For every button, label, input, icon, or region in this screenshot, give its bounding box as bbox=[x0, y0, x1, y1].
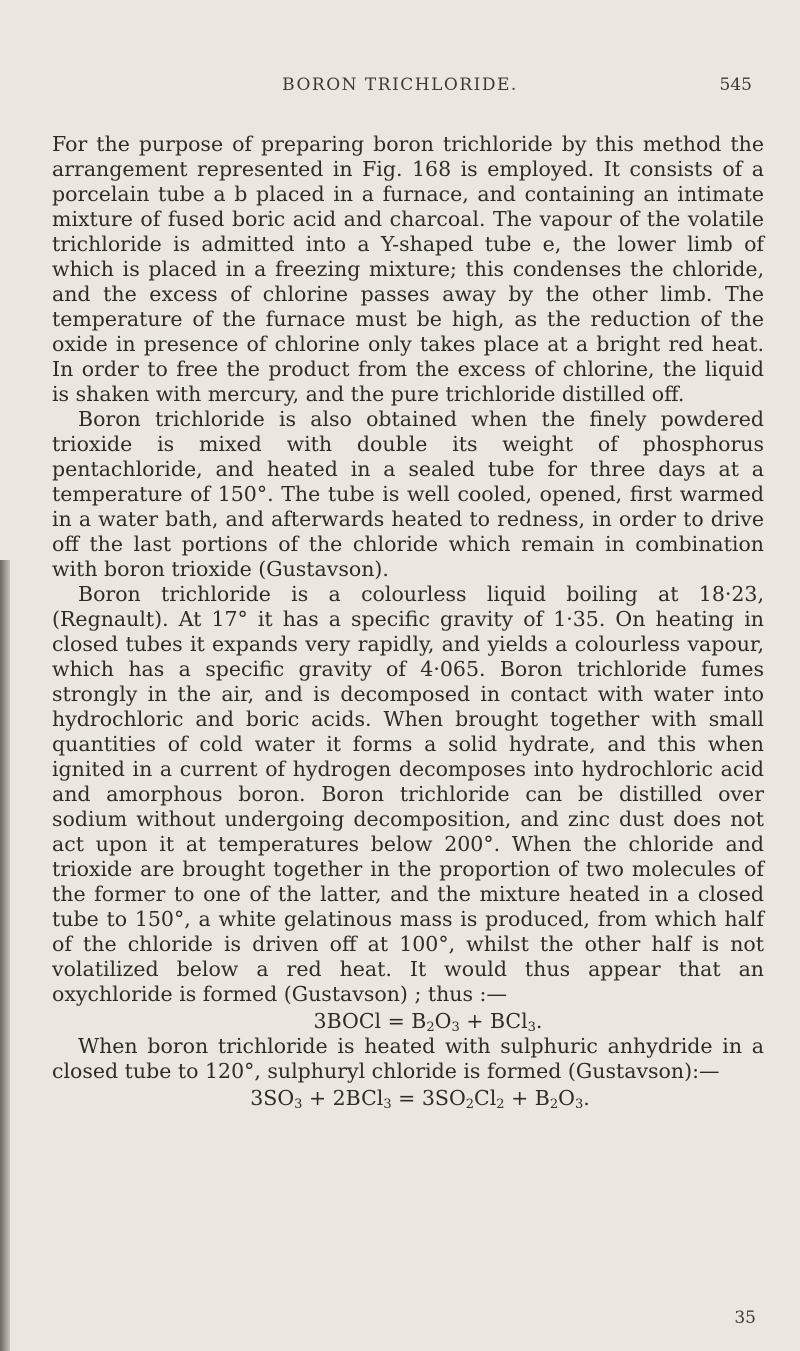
binding-shadow bbox=[0, 560, 10, 1351]
page-number: 545 bbox=[719, 75, 752, 95]
paragraph-preparation: For the purpose of preparing boron trichloride by this method the arrangement represented in Fig. 168 is employed. It consists of a porcelain tube a b placed in a furnace, and containing an intimate mixture of fused boric acid and charcoal. The vapour of the volatile trichloride is admitted into a Y-shaped tube e, the lower limb of which is placed in a freezing mixture; this condenses the chloride, and the excess of chlorine passes away by the other limb. The temperature of the furnace must be high, as the reduction of the oxide in presence of chlorine only takes place at a bright red heat. In order to free the product from the excess of chlorine, the liquid is shaken with mercury, and the pure trichloride distilled off. bbox=[52, 132, 764, 406]
running-head: BORON TRICHLORIDE. bbox=[282, 75, 518, 95]
body-text bbox=[52, 132, 764, 1111]
paragraph-properties: Boron trichloride is a colourless liquid boiling at 18·23, (Regnault). At 17° it has a specific gravity of 1·35. On heating in closed tubes it expands very rapidly, and yields a colourless vapour, which has a specific gravity of 4·065. Boron trichloride fumes strongly in the air, and is decomposed in contact with water into hydrochloric and boric acids. When brought together with small quantities of cold water it forms a solid hydrate, and this when ignited in a current of hydrogen decomposes into hydrochloric acid and amorphous boron. Boron trichloride can be distilled over sodium without undergoing decomposition, and zinc dust does not act upon it at temperatures below 200°. When the chloride and trioxide are brought together in the proportion of two molecules of the former to one of the latter, and the mixture heated in a closed tube to 150°, a white gelatinous mass is produced, from which half of the chloride is driven off at 100°, whilst the other half is not volatilized below a red heat. It would thus appear that an oxychloride is formed (Gustavson) ; thus :— bbox=[52, 582, 764, 1006]
paragraph-sulphuric-anhydride: When boron trichloride is heated with sulphuric anhydride in a closed tube to 120°, sulphuryl chloride is formed (Gustavson):— bbox=[52, 1034, 764, 1083]
signature-mark: 35 bbox=[734, 1308, 756, 1328]
paragraph-phosphorus-method: Boron trichloride is also obtained when the finely powdered trioxide is mixed with double its weight of phosphorus pentachloride, and heated in a sealed tube for three days at a temperature of 150°. The tube is well cooled, opened, first warmed in a water bath, and afterwards heated to redness, in order to drive off the last portions of the chloride which remain in combination with boron trioxide (Gustavson). bbox=[52, 407, 764, 581]
formula-sulphuryl-chloride: $3SO_3 + 2BCl_3 = 3SO_2Cl_2 + B_2O_3$. bbox=[250, 1086, 590, 1112]
formula-oxychloride: 3BOCl = $B_2O_3 + BCl_3$. bbox=[313, 1009, 543, 1035]
